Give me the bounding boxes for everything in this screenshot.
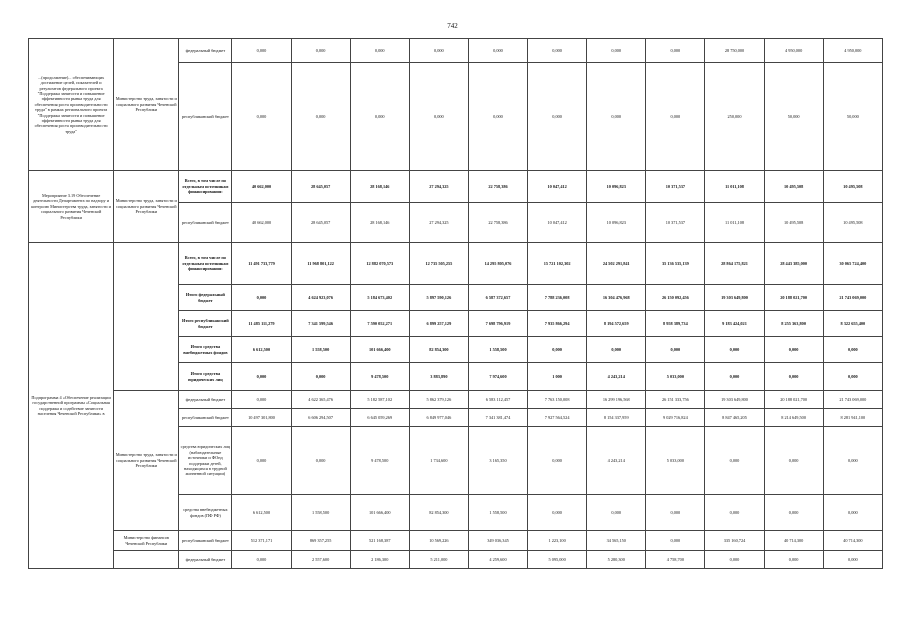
value-cell: 0,000 (232, 551, 291, 569)
value-cell: 30 065 724,400 (823, 243, 882, 285)
value-cell: 11 011,108 (705, 203, 764, 243)
value-cell: 15 721 102,302 (528, 243, 587, 285)
source-cell: республиканский бюджет (179, 531, 232, 551)
value-cell: 0,000 (646, 63, 705, 171)
value-cell: 0,000 (823, 495, 882, 531)
value-cell: 8 255 363,800 (764, 311, 823, 337)
value-cell: 7 927 564,524 (528, 409, 587, 427)
value-cell: 28 645,057 (291, 203, 350, 243)
value-cell: 3 165,350 (468, 427, 527, 495)
value-cell: 35 136 535,139 (646, 243, 705, 285)
value-cell: 21 743 069,000 (823, 391, 882, 409)
value-cell: 0,000 (409, 63, 468, 171)
source-cell: Всего, в том числе по отдельным источникам финансирования: (179, 171, 232, 203)
value-cell: 0,000 (291, 39, 350, 63)
value-cell: 0,000 (764, 337, 823, 363)
value-cell: 40 714,300 (823, 531, 882, 551)
value-cell: 82 854,300 (409, 337, 468, 363)
value-cell: 4 622 365,476 (291, 391, 350, 409)
value-cell: 0,000 (291, 363, 350, 391)
value-cell: 7 341 599,546 (291, 311, 350, 337)
value-cell: 5 033,000 (646, 363, 705, 391)
value-cell: 12 882 070,573 (350, 243, 409, 285)
value-cell: 0,000 (291, 427, 350, 495)
value-cell: 50,000 (823, 63, 882, 171)
value-cell: 5 211,000 (409, 551, 468, 569)
value-cell: 0,000 (764, 495, 823, 531)
value-cell: 512 371,171 (232, 531, 291, 551)
value-cell: 5 897 590,126 (409, 285, 468, 311)
value-cell: 0,000 (528, 337, 587, 363)
value-cell: 10 371,537 (646, 171, 705, 203)
value-cell: 11 485 111,279 (232, 311, 291, 337)
value-cell: 1 223,100 (528, 531, 587, 551)
value-cell: 27 294,325 (409, 203, 468, 243)
value-cell: 26 151 333,756 (646, 391, 705, 409)
value-cell: 40 714,300 (764, 531, 823, 551)
source-cell: республиканский бюджет (179, 203, 232, 243)
value-cell: 34 565,150 (587, 531, 646, 551)
value-cell: 0,000 (232, 39, 291, 63)
value-cell: 1 000 (528, 363, 587, 391)
value-cell: 4 624 923,076 (291, 285, 350, 311)
value-cell: 11 491 733,779 (232, 243, 291, 285)
value-cell: 0,000 (528, 63, 587, 171)
value-cell: 9 478,500 (350, 427, 409, 495)
value-cell: 0,000 (291, 63, 350, 171)
value-cell: 10 096,823 (587, 203, 646, 243)
executor-cell: Министерство труда, занятости и социального развития Чеченской Республики (114, 171, 179, 243)
measure-name-cell: Мероприятие 3.19 Обеспечение деятельности Департамента по надзору и контролю Министерства труда, занятости и социального развития Чеченской Республики (29, 171, 114, 243)
executor-cell: Министерство труда, занятости и социального развития Чеченской Республики (114, 391, 179, 531)
value-cell: 0,000 (705, 363, 764, 391)
value-cell: 26 150 092,456 (646, 285, 705, 311)
value-cell: 40 662,000 (232, 171, 291, 203)
value-cell: 20 188 021,700 (764, 285, 823, 311)
value-cell: 28 168,146 (350, 171, 409, 203)
value-cell: 20 188 021,700 (764, 391, 823, 409)
value-cell: 2 557,600 (291, 551, 350, 569)
value-cell: 0,000 (528, 495, 587, 531)
value-cell: 8 281 941,100 (823, 409, 882, 427)
value-cell: 5 182 587,102 (350, 391, 409, 409)
value-cell: 5 280,300 (587, 551, 646, 569)
value-cell: 1 558,500 (468, 337, 527, 363)
executor-cell-empty (114, 243, 179, 391)
value-cell: 24 502 291,841 (587, 243, 646, 285)
source-cell: средства внебюджетных фондов (ПФ РФ) (179, 495, 232, 531)
value-cell: 4 950,000 (764, 39, 823, 63)
source-cell: Всего, в том числе по отдельным источникам финансирования: (179, 243, 232, 285)
source-cell: федеральный бюджет (179, 551, 232, 569)
value-cell: 5 862 379,126 (409, 391, 468, 409)
value-cell: 0,000 (232, 285, 291, 311)
value-cell: 0,000 (764, 363, 823, 391)
value-cell: 10 569,226 (409, 531, 468, 551)
value-cell: 10 371,537 (646, 203, 705, 243)
value-cell: 7 788 236,008 (528, 285, 587, 311)
value-cell: 0,000 (350, 39, 409, 63)
value-cell: 1 734,600 (409, 427, 468, 495)
source-cell: Итого республиканский бюджет (179, 311, 232, 337)
executor-cell: Министерство труда, занятости и социального развития Чеченской Республики (114, 39, 179, 171)
value-cell: 10 495,508 (764, 171, 823, 203)
value-cell: 11 968 801,122 (291, 243, 350, 285)
value-cell: 5 184 673,402 (350, 285, 409, 311)
measure-name-cell: ...(продолжение)... обеспечивающих достижение целей, показателей и результатов федерального проекта "Поддержка занятости и повышение эффективности рынка труда для обеспечения роста производительности труда" в рамках регионального проекта "Поддержка занятости и повышение эффективности рынка труда для обеспечения роста производительности труда" (29, 39, 114, 171)
value-cell: 0,000 (646, 39, 705, 63)
source-cell: Итого средства юридических лиц (179, 363, 232, 391)
value-cell: 1 558,500 (291, 495, 350, 531)
value-cell: 6 612,500 (232, 337, 291, 363)
value-cell: 0,000 (528, 427, 587, 495)
value-cell: 50,000 (764, 63, 823, 171)
value-cell: 0,000 (705, 427, 764, 495)
value-cell: 16 304 476,968 (587, 285, 646, 311)
value-cell: 22 758,386 (468, 171, 527, 203)
source-cell: республиканский бюджет (179, 63, 232, 171)
value-cell: 19 303 649,800 (705, 285, 764, 311)
source-cell: республиканский бюджет (179, 409, 232, 427)
value-cell: 8 847 465,205 (705, 409, 764, 427)
value-cell: 0,000 (646, 531, 705, 551)
value-cell: 0,000 (823, 337, 882, 363)
page-number: 742 (447, 22, 458, 30)
value-cell: 8 194 572,659 (587, 311, 646, 337)
value-cell: 40 662,000 (232, 203, 291, 243)
value-cell: 0,000 (587, 495, 646, 531)
value-cell: 0,000 (232, 363, 291, 391)
value-cell: 8 958 389,734 (646, 311, 705, 337)
value-cell: 6 583 112,457 (468, 391, 527, 409)
value-cell: 6 899 257,129 (409, 311, 468, 337)
value-cell: 0,000 (823, 551, 882, 569)
value-cell: 10 495,508 (764, 203, 823, 243)
value-cell: 0,000 (587, 63, 646, 171)
value-cell: 4 243,214 (587, 363, 646, 391)
value-cell: 0,000 (705, 551, 764, 569)
value-cell: 8 214 649,500 (764, 409, 823, 427)
value-cell: 28 168,146 (350, 203, 409, 243)
value-cell: 0,000 (528, 39, 587, 63)
value-cell: 9 029 716,824 (646, 409, 705, 427)
value-cell: 1 558,500 (468, 495, 527, 531)
value-cell: 7 763 150,008 (528, 391, 587, 409)
value-cell: 349 036,345 (468, 531, 527, 551)
source-cell: федеральный бюджет (179, 39, 232, 63)
value-cell: 10 497 301,800 (232, 409, 291, 427)
value-cell: 0,000 (764, 427, 823, 495)
value-cell: 7 341 381,474 (468, 409, 527, 427)
value-cell: 0,000 (350, 63, 409, 171)
value-cell: 14 295 805,076 (468, 243, 527, 285)
source-cell: средства юридических лиц (наблюдательные источники и ФОнд поддержки детей, находящихся в трудной жизненной ситуации) (179, 427, 232, 495)
value-cell: 11 011,108 (705, 171, 764, 203)
executor-cell: Министерство финансов Чеченской Республики (114, 531, 179, 551)
value-cell: 4 758,700 (646, 551, 705, 569)
value-cell: 8 322 655,400 (823, 311, 882, 337)
value-cell: 4 259,600 (468, 551, 527, 569)
value-cell: 4 243,214 (587, 427, 646, 495)
value-cell: 10 047,412 (528, 171, 587, 203)
value-cell: 82 854,300 (409, 495, 468, 531)
value-cell: 19 303 649,800 (705, 391, 764, 409)
value-cell: 0,000 (646, 495, 705, 531)
value-cell: 101 666,400 (350, 337, 409, 363)
value-cell: 0,000 (232, 391, 291, 409)
value-cell: 2 186,300 (350, 551, 409, 569)
value-cell: 4 950,000 (823, 39, 882, 63)
value-cell: 0,000 (409, 39, 468, 63)
value-cell: 22 758,386 (468, 203, 527, 243)
executor-cell-empty (114, 551, 179, 569)
value-cell: 0,000 (705, 495, 764, 531)
value-cell: 28 443 385,000 (764, 243, 823, 285)
budget-table (28, 38, 883, 569)
value-cell: 0,000 (823, 427, 882, 495)
value-cell: 6 587 372,657 (468, 285, 527, 311)
value-cell: 12 735 505,255 (409, 243, 468, 285)
value-cell: 1 558,500 (291, 337, 350, 363)
value-cell: 0,000 (587, 39, 646, 63)
value-cell: 5 095,000 (528, 551, 587, 569)
value-cell: 6 612,500 (232, 495, 291, 531)
value-cell: 7 974,600 (468, 363, 527, 391)
source-cell: Итого средства внебюджетных фондов (179, 337, 232, 363)
value-cell: 0,000 (823, 363, 882, 391)
value-cell: 101 666,400 (350, 495, 409, 531)
source-cell: федеральный бюджет (179, 391, 232, 409)
value-cell: 0,000 (705, 337, 764, 363)
source-cell: Итого федеральный бюджет (179, 285, 232, 311)
value-cell: 10 047,412 (528, 203, 587, 243)
value-cell: 28 750,000 (705, 39, 764, 63)
value-cell: 521 168,387 (350, 531, 409, 551)
value-cell: 6 606 294,507 (291, 409, 350, 427)
value-cell: 0,000 (468, 63, 527, 171)
value-cell: 0,000 (764, 551, 823, 569)
value-cell: 7 935 866,294 (528, 311, 587, 337)
value-cell: 6 849 977,046 (409, 409, 468, 427)
value-cell: 869 357,255 (291, 531, 350, 551)
value-cell: 0,000 (232, 63, 291, 171)
value-cell: 0,000 (646, 337, 705, 363)
value-cell: 3 883,890 (409, 363, 468, 391)
value-cell: 5 033,000 (646, 427, 705, 495)
value-cell: 250,000 (705, 63, 764, 171)
value-cell: 0,000 (587, 337, 646, 363)
value-cell: 21 743 069,000 (823, 285, 882, 311)
value-cell: 335 160,724 (705, 531, 764, 551)
value-cell: 10 495,508 (823, 171, 882, 203)
value-cell: 27 294,325 (409, 171, 468, 203)
value-cell: 16 299 196,568 (587, 391, 646, 409)
value-cell: 9 183 424,021 (705, 311, 764, 337)
value-cell: 7 698 796,919 (468, 311, 527, 337)
value-cell: 10 495,508 (823, 203, 882, 243)
value-cell: 6 645 059,269 (350, 409, 409, 427)
value-cell: 28 645,057 (291, 171, 350, 203)
value-cell: 0,000 (232, 427, 291, 495)
value-cell: 9 478,500 (350, 363, 409, 391)
value-cell: 0,000 (468, 39, 527, 63)
subprogram-name-cell: Подпрограмма 4 «Обеспечение реализации государственной программы «Социальная поддержка и содействие занятости населения Чеченской Республики» в (29, 243, 114, 569)
value-cell: 28 864 175,821 (705, 243, 764, 285)
value-cell: 10 096,823 (587, 171, 646, 203)
value-cell: 7 590 052,271 (350, 311, 409, 337)
value-cell: 8 154 337,959 (587, 409, 646, 427)
